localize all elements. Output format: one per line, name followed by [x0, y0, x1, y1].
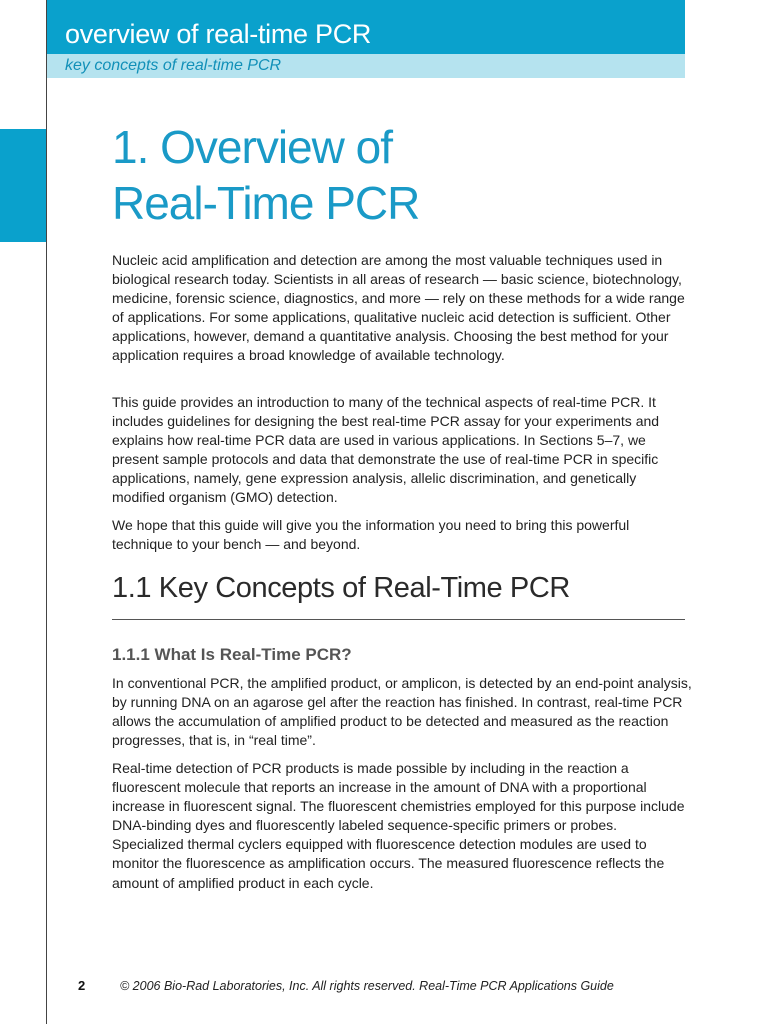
subsection-title: 1.1.1 What Is Real-Time PCR?: [112, 645, 352, 664]
body-paragraph-1: In conventional PCR, the amplified product, or amplicon, is detected by an end-point analysis, by running DNA on an agarose gel after the reaction has finished. In contrast, real-time PCR allows the accumulation of amplified product to be detected and measured as the reaction progresses, that is, in “real time”.: [112, 675, 692, 749]
body-paragraph-2: Real-time detection of PCR products is made possible by including in the reaction a fluorescent molecule that reports an increase in the amount of DNA with a proportional increase in fluorescent signal. The fluorescent chemistries employed for this purpose include DNA-binding dyes and fluorescently labeled sequence-specific primers or probes. Specialized thermal cyclers equipped with fluorescence detection modules are used to monitor the fluorescence as amplification occurs. The measured fluorescence reflects the amount of amplified product in each cycle.: [112, 760, 685, 891]
intro-paragraph-3: We hope that this guide will give you the information you need to bring this powerful technique to your bench — and beyond.: [112, 517, 630, 553]
intro-paragraph-2: This guide provides an introduction to many of the technical aspects of real-time PCR. It includes guidelines for designing the best real-time PCR assay for your experiments and explains how real-time PCR data are used in various applications. In Sections 5–7, we present sample protocols and data that demonstrate the use of real-time PCR in specific applications, namely, gene expression analysis, allelic discrimination, and genetically modified organism (GMO) detection.: [112, 394, 660, 506]
section-title: 1.1 Key Concepts of Real-Time PCR: [112, 572, 570, 604]
chapter-title: [112, 119, 419, 231]
page-number: 2: [78, 978, 86, 993]
section-divider: [112, 619, 685, 620]
chapter-title-line-1: 1. Overview of: [112, 121, 392, 173]
chapter-title-line-2: Real-Time PCR: [112, 177, 420, 229]
intro-paragraph-1: Nucleic acid amplification and detection are among the most valuable techniques used in biological research today. Scientists in all areas of research — basic science, biotechnology, medicine, forensic science, diagnostics, and more — rely on these methods for a wide range of applications. For some applications, qualitative nucleic acid detection is sufficient. Other applications, however, demand a quantitative analysis. Choosing the best method for your application requires a broad knowledge of available technology.: [112, 252, 685, 364]
chapter-side-tab: [0, 129, 46, 242]
margin-rule: [46, 0, 47, 1024]
header-bar: [47, 0, 685, 54]
subheader-bar: [47, 54, 685, 78]
subheader-title: key concepts of real-time PCR: [65, 57, 282, 74]
header-title: overview of real-time PCR: [65, 19, 372, 49]
footer-copyright: © 2006 Bio-Rad Laboratories, Inc. All rights reserved. Real-Time PCR Applications Guide: [120, 979, 614, 993]
